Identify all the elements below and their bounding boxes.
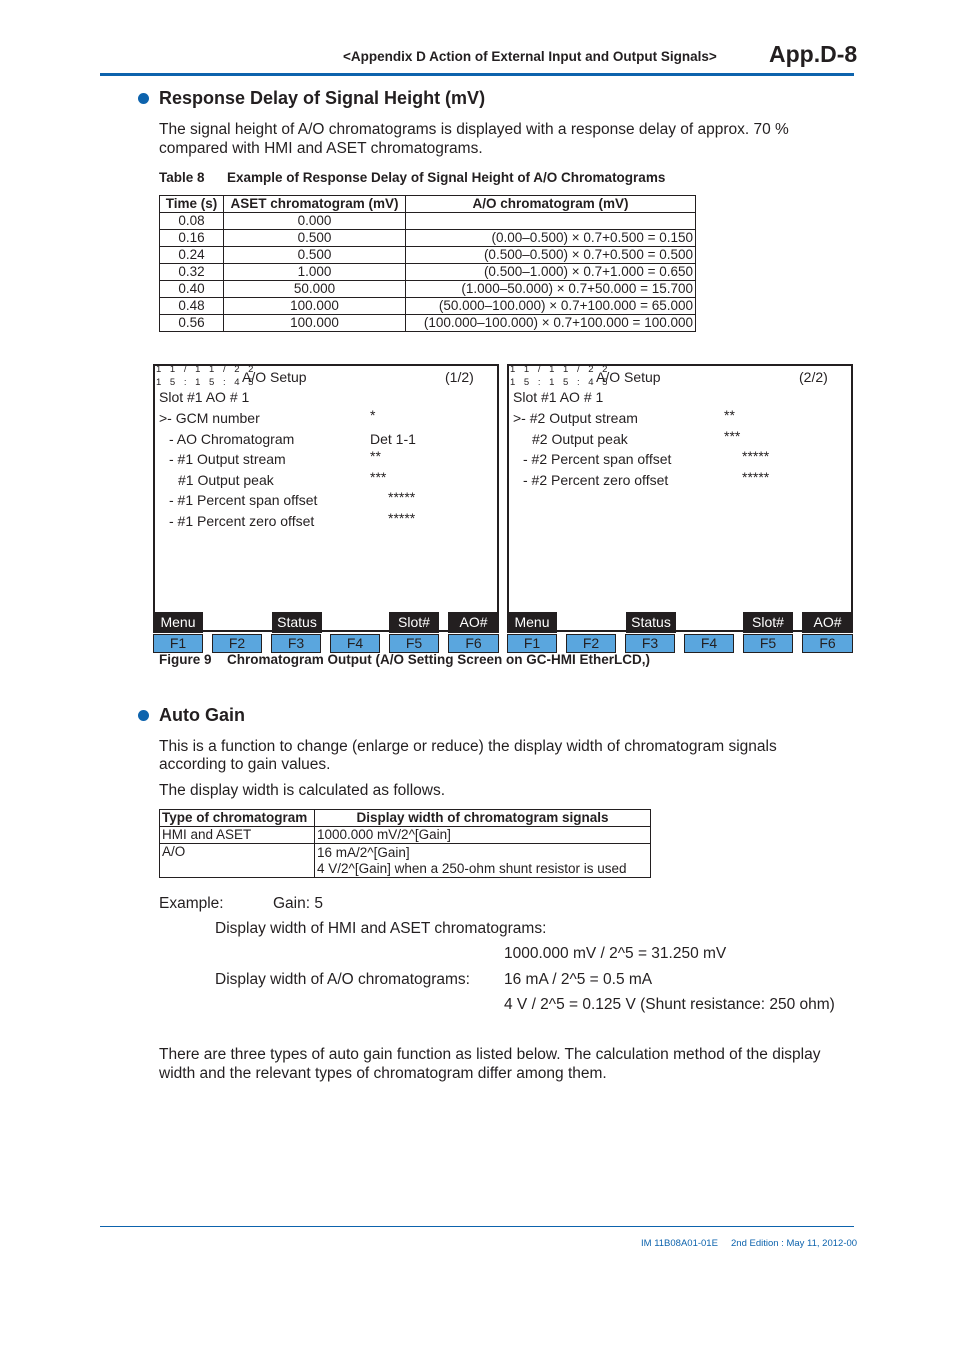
screen-slot-info: Slot #1 AO # 1 [513, 389, 604, 405]
table-cell: A/O [160, 844, 315, 878]
screen-title: A/O Setup [242, 369, 307, 385]
table-row [160, 247, 696, 264]
table-cell-line: 16 mA/2^[Gain] [317, 844, 410, 860]
function-key-f4[interactable]: F4 [330, 634, 380, 653]
screen-row-value: *** [724, 427, 741, 444]
softkey-menu[interactable]: Menu [507, 612, 557, 633]
section-bullet-icon [138, 710, 149, 721]
response-delay-table [159, 195, 696, 332]
table-header: Time (s) [160, 196, 224, 213]
table-cell: 0.40 [160, 281, 224, 298]
display-width-table [159, 809, 651, 878]
lcd-screen-page-1 [153, 364, 499, 632]
table-row [160, 264, 696, 281]
screen-page-indicator: (1/2) [445, 369, 474, 385]
table-row [160, 281, 696, 298]
table-row [160, 213, 696, 230]
function-key-f2[interactable]: F2 [566, 634, 616, 653]
softkey-menu[interactable]: Menu [153, 612, 203, 633]
ao-width-value: 16 mA / 2^5 = 0.5 mA [504, 971, 653, 988]
table-cell: (0.500–0.500) × 0.7+0.500 = 0.500 [406, 247, 696, 264]
section-bullet-icon [138, 93, 149, 104]
header-section-title: <Appendix D Action of External Input and Output Signals> [343, 49, 717, 64]
paragraph-line: according to gain values. [159, 756, 331, 773]
table-cell: HMI and ASET [160, 827, 315, 844]
table-row [160, 230, 696, 247]
screen-row-value: ** [724, 407, 735, 423]
screen-row-value: ***** [742, 448, 770, 465]
table-header: ASET chromatogram (mV) [224, 196, 406, 213]
screen-row-value: * [370, 407, 376, 423]
table-cell: 100.000 [224, 298, 406, 315]
table-caption-text: Example of Response Delay of Signal Height of A/O Chromatograms [227, 170, 666, 185]
ao-width-label: Display width of A/O chromatograms: [215, 971, 470, 988]
softkey-ao[interactable]: AO# [802, 612, 853, 633]
figure-caption [159, 652, 650, 667]
screen-date: 1 1 / 1 1 / 2 2 [510, 364, 611, 375]
screen-row-label[interactable]: #1 Output peak [178, 471, 274, 488]
softkey-slot[interactable]: Slot# [743, 612, 793, 633]
table-cell: 0.000 [224, 213, 406, 230]
screen-row-label[interactable]: - #2 Percent span offset [523, 451, 672, 468]
screen-date: 1 1 / 1 1 / 2 2 [156, 364, 257, 375]
screen-row-label[interactable]: - #1 Percent zero offset [169, 513, 315, 529]
table-header: Type of chromatogram [160, 810, 315, 827]
table-cell-line: 4 V/2^[Gain] when a 250-ohm shunt resistor is used [317, 860, 627, 876]
table-cell: 0.16 [160, 230, 224, 247]
example-gain: Gain: 5 [273, 895, 323, 912]
screen-title: A/O Setup [596, 369, 661, 385]
table-cell: (0.500–1.000) × 0.7+1.000 = 0.650 [406, 264, 696, 281]
paragraph-line: The display width is calculated as follows. [159, 782, 446, 799]
table-cell: 0.500 [224, 247, 406, 264]
table-cell: 0.500 [224, 230, 406, 247]
function-key-f6[interactable]: F6 [802, 634, 853, 653]
screen-row-value: *** [370, 468, 387, 485]
section-heading: Response Delay of Signal Height (mV) [159, 88, 486, 108]
table-cell: (0.00–0.500) × 0.7+0.500 = 0.150 [406, 230, 696, 247]
table-header: Display width of chromatogram signals [315, 810, 651, 827]
screen-row-label[interactable]: >- GCM number [159, 410, 260, 426]
table-cell: 0.48 [160, 298, 224, 315]
table-cell: (50.000–100.000) × 0.7+100.000 = 65.000 [406, 298, 696, 315]
paragraph-line: The signal height of A/O chromatograms is displayed with a response delay of approx. 70 % [159, 121, 789, 138]
figure-caption-number: Figure 9 [159, 652, 212, 667]
paragraph-line: There are three types of auto gain function as listed below. The calculation method of the display [159, 1046, 821, 1063]
function-key-f3[interactable]: F3 [271, 634, 321, 653]
table-cell: 1000.000 mV/2^[Gain] [315, 827, 651, 844]
table-cell: 1.000 [224, 264, 406, 281]
footer-edition: 2nd Edition : May 11, 2012-00 [731, 1238, 858, 1249]
screen-slot-info: Slot #1 AO # 1 [159, 389, 250, 405]
figure-caption-text: Chromatogram Output (A/O Setting Screen on GC-HMI EtherLCD,) [227, 652, 651, 667]
function-key-f1[interactable]: F1 [507, 634, 557, 653]
function-key-f1[interactable]: F1 [153, 634, 203, 653]
screen-time: 1 5 : 1 5 : 4 5 [510, 377, 611, 388]
footer-doc-number: IM 11B08A01-01E [641, 1238, 718, 1249]
screen-row-label[interactable]: #2 Output peak [532, 430, 628, 447]
table-cell: 0.24 [160, 247, 224, 264]
softkey-status[interactable]: Status [272, 612, 322, 633]
function-key-f3[interactable]: F3 [625, 634, 675, 653]
header-page-number: App.D-8 [769, 41, 858, 67]
function-key-f5[interactable]: F5 [389, 634, 439, 653]
section-heading: Auto Gain [159, 705, 245, 725]
header-rule [100, 73, 854, 76]
footer-rule [100, 1226, 854, 1227]
screen-row-value: ***** [388, 510, 416, 526]
screen-time: 1 5 : 1 5 : 4 5 [156, 377, 257, 388]
function-key-f5[interactable]: F5 [743, 634, 793, 653]
table-cell: 0.08 [160, 213, 224, 230]
table-cell: 100.000 [224, 315, 406, 332]
lcd-screen-page-2 [507, 364, 853, 632]
softkey-ao[interactable]: AO# [448, 612, 499, 633]
screen-row-label[interactable]: - #1 Percent span offset [169, 492, 318, 509]
screen-row-value: ***** [742, 468, 770, 485]
paragraph-line: width and the relevant types of chromatogram differ among them. [159, 1065, 607, 1082]
function-key-f4[interactable]: F4 [684, 634, 734, 653]
table-cell: (1.000–50.000) × 0.7+50.000 = 15.700 [406, 281, 696, 298]
function-key-f6[interactable]: F6 [448, 634, 499, 653]
screen-row-value: Det 1-1 [370, 430, 416, 447]
function-key-f2[interactable]: F2 [212, 634, 262, 653]
screen-row-value: ***** [388, 489, 416, 506]
table-caption [159, 170, 665, 185]
table-row [160, 298, 696, 315]
table-row [160, 315, 696, 332]
table-cell [406, 213, 696, 230]
screen-row-value: ** [370, 448, 381, 465]
table-caption-number: Table 8 [159, 170, 205, 185]
table-header: A/O chromatogram (mV) [406, 196, 696, 213]
screen-page-indicator: (2/2) [799, 369, 828, 385]
screen-row-label[interactable]: - #1 Output stream [169, 451, 286, 468]
ao-width-value: 4 V / 2^5 = 0.125 V (Shunt resistance: 250 ohm) [504, 996, 835, 1013]
paragraph-line: This is a function to change (enlarge or reduce) the display width of chromatogram signals [159, 738, 777, 755]
softkey-status[interactable]: Status [626, 612, 676, 633]
table-cell: 50.000 [224, 281, 406, 298]
example-label: Example: [159, 895, 224, 912]
table-cell [315, 844, 651, 878]
table-cell: (100.000–100.000) × 0.7+100.000 = 100.000 [406, 315, 696, 332]
softkey-slot[interactable]: Slot# [389, 612, 439, 633]
screen-row-label[interactable]: - #2 Percent zero offset [523, 471, 669, 488]
hmi-width-value: 1000.000 mV / 2^5 = 31.250 mV [504, 945, 727, 962]
table-cell: 0.32 [160, 264, 224, 281]
table-cell: 0.56 [160, 315, 224, 332]
screen-row-label[interactable]: >- #2 Output stream [513, 410, 638, 426]
screen-row-label[interactable]: - AO Chromatogram [169, 430, 295, 447]
paragraph-line: compared with HMI and ASET chromatograms. [159, 140, 483, 157]
hmi-width-label: Display width of HMI and ASET chromatograms: [215, 920, 547, 937]
